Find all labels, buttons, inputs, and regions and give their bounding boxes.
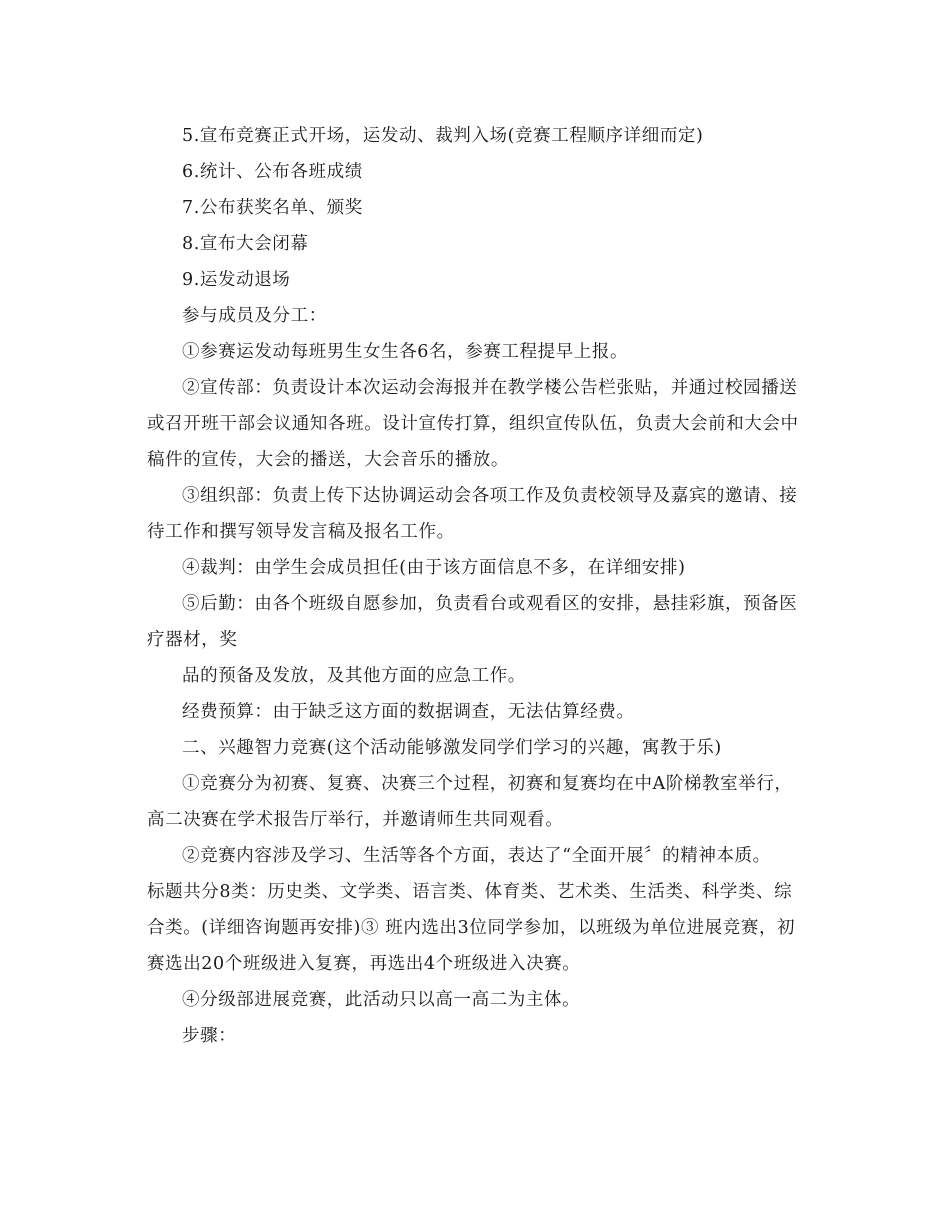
paragraph-quiz-grades: ④分级部进展竞赛，此活动只以高一高二为主体。 [182,990,581,1010]
paragraph-logistics: ⑤后勤：由各个班级自愿参加，负责看台或观看区的安排，悬挂彩旗，预备医疗器材，奖 [147,594,798,650]
section-heading-steps: 步骤： [182,1026,237,1046]
section-heading-quiz: 二、兴趣智力竞赛(这个活动能够激发同学们学习的兴趣，寓教于乐) [182,738,722,758]
section-heading-members: 参与成员及分工： [182,306,327,326]
paragraph-organization: ③组织部：负责上传下达协调运动会各项工作及负责校领导及嘉宾的邀请、接待工作和撰写领导发言稿及报名工作。 [147,486,798,542]
paragraph-quiz-categories: 标题共分8类：历史类、文学类、语言类、体育类、艺术类、生活类、科学类、综合类。(详细咨询题再安排)③ 班内选出3位同学参加，以班级为单位进展竞赛，初赛选出20个班级进入复赛，再选出4个班级进入决赛。 [147,882,796,974]
paragraph-item-6: 6.统计、公布各班成绩 [182,162,363,182]
paragraph-item-7: 7.公布获奖名单、颁奖 [182,198,363,218]
paragraph-item-5: 5.宣布竞赛正式开场，运发动、裁判入场(竞赛工程顺序详细而定) [182,126,704,146]
paragraph-quiz-content: ②竞赛内容涉及学习、生活等各个方面，表达了“全面开展〞的精神本质。 [182,846,771,866]
paragraph-quiz-stages: ①竞赛分为初赛、复赛、决赛三个过程，初赛和复赛均在中A阶梯教室举行，高二决赛在学术报告厅举行，并邀请师生共同观看。 [147,774,793,830]
paragraph-referees: ④裁判：由学生会成员担任(由于该方面信息不多，在详细安排) [182,558,686,578]
paragraph-budget: 经费预算：由于缺乏这方面的数据调查，无法估算经费。 [182,702,635,722]
paragraph-athletes: ①参赛运发动每班男生女生各6名，参赛工程提早上报。 [182,342,629,362]
paragraph-logistics-continued: 品的预备及发放，及其他方面的应急工作。 [182,666,526,686]
paragraph-item-8: 8.宣布大会闭幕 [182,234,309,254]
paragraph-publicity: ②宣传部：负责设计本次运动会海报并在教学楼公告栏张贴，并通过校园播送或召开班干部会议通知各班。设计宣传打算，组织宣传队伍，负责大会前和大会中稿件的宣传，大会的播送，大会音乐的播放。 [147,378,799,470]
document-body [147,118,807,1054]
paragraph-item-9: 9.运发动退场 [182,270,291,290]
